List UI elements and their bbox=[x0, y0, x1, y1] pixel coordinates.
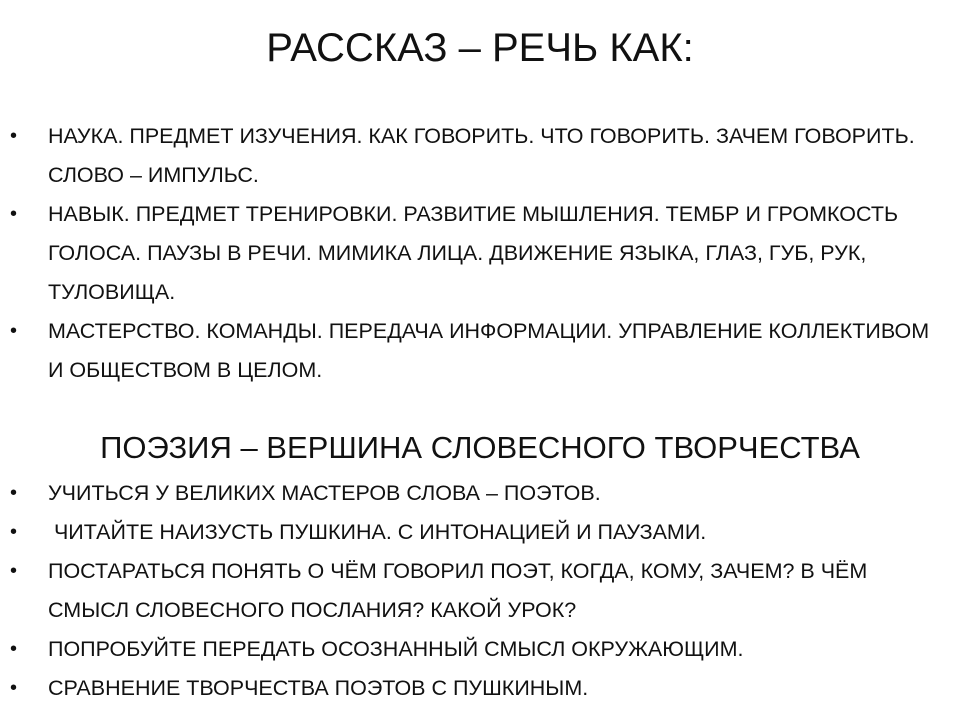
list-item bbox=[10, 195, 950, 312]
bullet-icon: • bbox=[10, 677, 18, 699]
section-heading-poetry: ПОЭЗИЯ – ВЕРШИНА СЛОВЕСНОГО ТВОРЧЕСТВА bbox=[100, 430, 860, 465]
bullet-list-poetry bbox=[10, 474, 950, 708]
list-item bbox=[10, 117, 950, 195]
list-item-text: УЧИТЬСЯ У ВЕЛИКИХ МАСТЕРОВ СЛОВА – ПОЭТОВ. bbox=[48, 481, 601, 505]
list-item-text: ЧИТАЙТЕ НАИЗУСТЬ ПУШКИНА. С ИНТОНАЦИЕЙ И ПАУЗАМИ. bbox=[48, 520, 707, 544]
bullet-icon: • bbox=[10, 638, 18, 660]
list-item-text: МАСТЕРСТВО. КОМАНДЫ. ПЕРЕДАЧА ИНФОРМАЦИИ. УПРАВЛЕНИЕ КОЛЛЕКТИВОМ И ОБЩЕСТВОМ В ЦЕЛОМ. bbox=[48, 319, 930, 382]
list-item-text: СРАВНЕНИЕ ТВОРЧЕСТВА ПОЭТОВ С ПУШКИНЫМ. bbox=[48, 676, 589, 700]
list-item bbox=[10, 630, 950, 669]
bullet-icon: • bbox=[10, 560, 18, 582]
bullet-icon: • bbox=[10, 482, 18, 504]
bullet-icon: • bbox=[10, 125, 18, 147]
bullet-icon: • bbox=[10, 203, 18, 225]
list-item-text: ПОСТАРАТЬСЯ ПОНЯТЬ О ЧЁМ ГОВОРИЛ ПОЭТ, КОГДА, КОМУ, ЗАЧЕМ? В ЧЁМ СМЫСЛ СЛОВЕСНОГО ПОСЛАНИЯ? КАКОЙ УРОК? bbox=[48, 559, 868, 622]
bullet-icon: • bbox=[10, 320, 18, 342]
list-item bbox=[10, 474, 950, 513]
bullet-icon: • bbox=[10, 521, 18, 543]
list-item bbox=[10, 312, 950, 390]
slide-title: РАССКАЗ – РЕЧЬ КАК: bbox=[266, 26, 694, 70]
list-item-text: НАУКА. ПРЕДМЕТ ИЗУЧЕНИЯ. КАК ГОВОРИТЬ. ЧТО ГОВОРИТЬ. ЗАЧЕМ ГОВОРИТЬ. СЛОВО – ИМПУЛЬС. bbox=[48, 124, 915, 187]
list-item bbox=[10, 669, 950, 708]
list-item bbox=[10, 552, 950, 630]
list-item-text: НАВЫК. ПРЕДМЕТ ТРЕНИРОВКИ. РАЗВИТИЕ МЫШЛЕНИЯ. ТЕМБР И ГРОМКОСТЬ ГОЛОСА. ПАУЗЫ В РЕЧИ. МИМИКА ЛИЦА. ДВИЖЕНИЕ ЯЗЫКА, ГЛАЗ, ГУБ, РУК, ТУЛОВИЩА. bbox=[48, 202, 899, 304]
list-item-text: ПОПРОБУЙТЕ ПЕРЕДАТЬ ОСОЗНАННЫЙ СМЫСЛ ОКРУЖАЮЩИМ. bbox=[48, 637, 744, 661]
list-item bbox=[10, 513, 950, 552]
bullet-list-speech bbox=[10, 117, 950, 390]
